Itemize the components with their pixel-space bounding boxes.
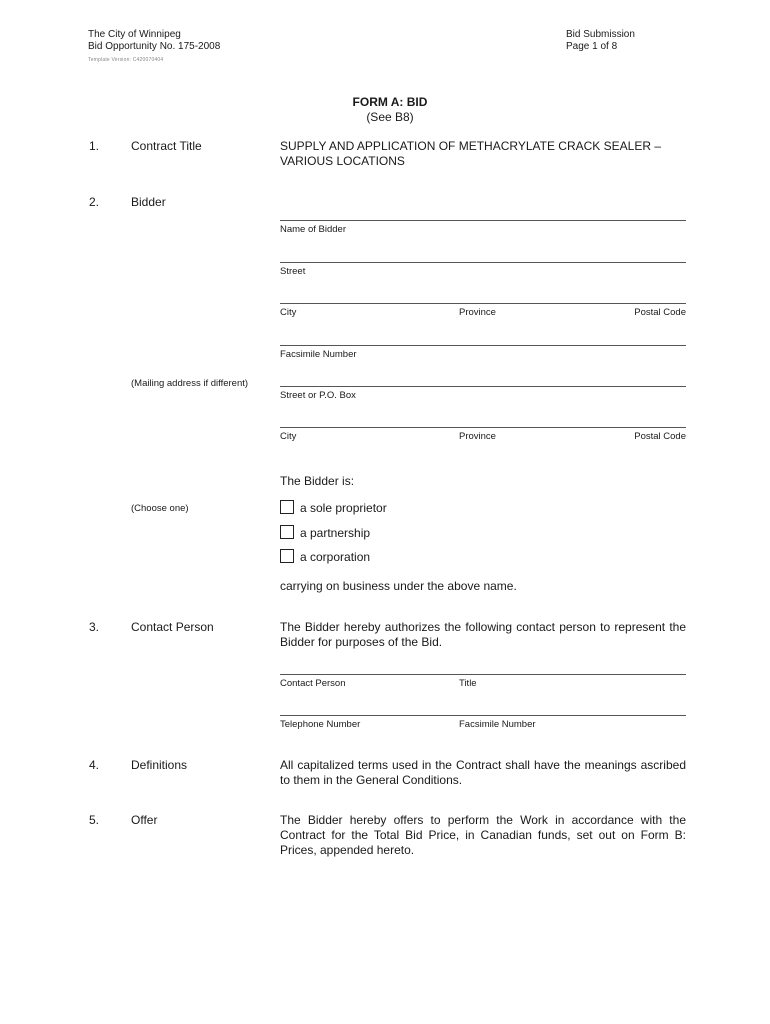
section-number: 5.	[89, 813, 100, 827]
form-title: FORM A: BID	[352, 95, 428, 109]
city-province-postal-line[interactable]	[280, 303, 686, 304]
contact-person-label: Contact Person	[280, 678, 346, 689]
offer-text: The Bidder hereby offers to perform the Work in accordance with the Contract for the Total Bid Price, in Canadian funds, set out on Form B: Prices, appended hereto.	[280, 813, 686, 857]
definitions-text: All capitalized terms used in the Contract shall have the meanings ascribed to them in the General Conditions.	[280, 758, 686, 787]
contact-person-line[interactable]	[280, 674, 686, 675]
mailing-street-line[interactable]	[280, 386, 686, 387]
mailing-city-line[interactable]	[280, 427, 686, 428]
section-title-contact-person: Contact Person	[131, 620, 214, 634]
mailing-city-label: City	[280, 431, 297, 442]
section-title-offer: Offer	[131, 813, 158, 827]
facsimile-line[interactable]	[280, 345, 686, 346]
section-title-definitions: Definitions	[131, 758, 188, 772]
telephone-number-label: Telephone Number	[280, 719, 361, 730]
sole-proprietor-checkbox[interactable]	[280, 500, 294, 514]
name-of-bidder-label: Name of Bidder	[280, 224, 347, 235]
city-label: City	[280, 307, 297, 318]
mailing-postal-code-label: Postal Code	[634, 431, 686, 442]
mailing-province-label: Province	[459, 431, 496, 442]
contact-facsimile-label: Facsimile Number	[459, 719, 536, 730]
contact-person-text: The Bidder hereby authorizes the following contact person to represent the Bidder for purposes of the Bid.	[280, 620, 686, 649]
partnership-label: a partnership	[300, 526, 371, 540]
header-bid-number: Bid Opportunity No. 175-2008	[88, 41, 221, 52]
facsimile-label: Facsimile Number	[280, 349, 357, 360]
section-title-bidder: Bidder	[131, 195, 166, 209]
choose-one-note: (Choose one)	[131, 503, 189, 514]
contact-title-label: Title	[459, 678, 477, 689]
province-label: Province	[459, 307, 496, 318]
section-number: 4.	[89, 758, 100, 772]
template-version: Template Version: C420070404	[88, 57, 164, 63]
header-page-number: Page 1 of 8	[566, 41, 618, 52]
header-doc-type: Bid Submission	[566, 29, 635, 40]
bidder-name-line[interactable]	[280, 220, 686, 221]
corporation-label: a corporation	[300, 550, 371, 564]
contract-title-value: SUPPLY AND APPLICATION OF METHACRYLATE CRACK SEALER – VARIOUS LOCATIONS	[280, 139, 661, 168]
telephone-fax-line[interactable]	[280, 715, 686, 716]
corporation-checkbox[interactable]	[280, 549, 294, 563]
partnership-checkbox[interactable]	[280, 525, 294, 539]
street-label: Street	[280, 266, 306, 277]
postal-code-label: Postal Code	[634, 307, 686, 318]
sole-proprietor-label: a sole proprietor	[300, 501, 387, 515]
section-number: 3.	[89, 620, 100, 634]
header-org: The City of Winnipeg	[88, 29, 181, 40]
bidder-is-label: The Bidder is:	[280, 474, 355, 488]
carrying-on-business-text: carrying on business under the above name.	[280, 579, 517, 593]
section-title-contract: Contract Title	[131, 139, 202, 153]
form-subtitle: (See B8)	[366, 110, 414, 124]
street-pobox-label: Street or P.O. Box	[280, 390, 356, 401]
street-line[interactable]	[280, 262, 686, 263]
section-number: 1.	[89, 139, 100, 153]
mailing-address-note: (Mailing address if different)	[131, 378, 249, 389]
section-number: 2.	[89, 195, 100, 209]
